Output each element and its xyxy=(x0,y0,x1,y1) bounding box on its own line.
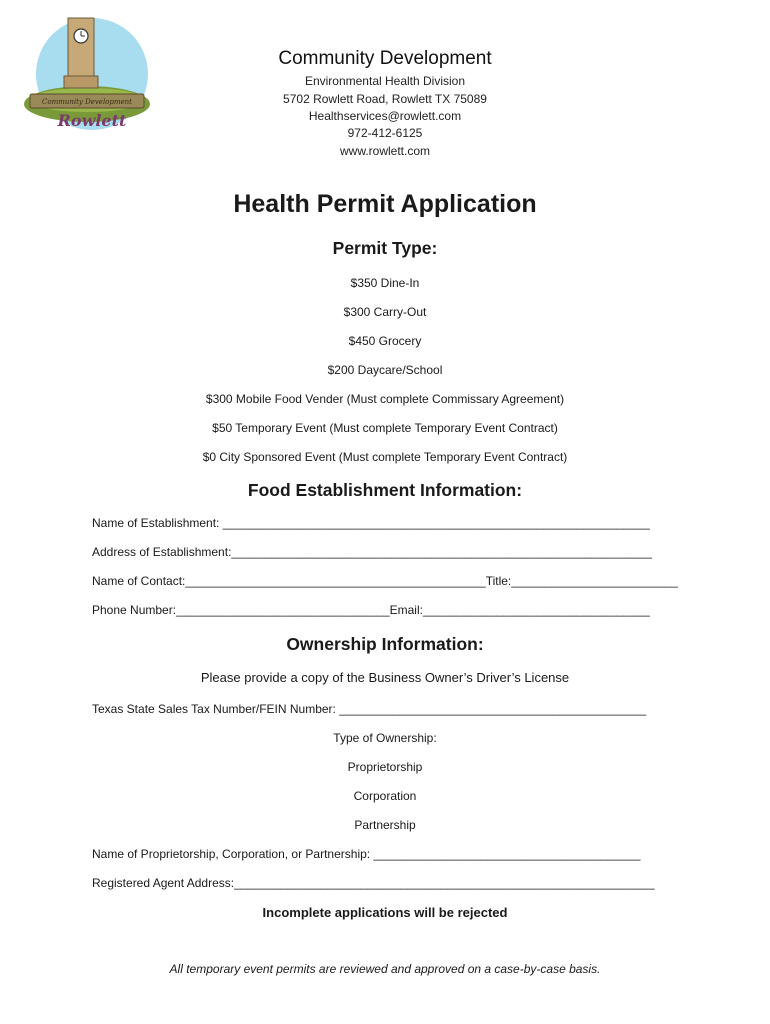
logo-text-bottom: Rowlett xyxy=(57,111,127,130)
phone-email-field: Phone Number:________________________________Email:__________________________________ xyxy=(92,603,650,617)
permit-option: $300 Mobile Food Vender (Must complete Commissary Agreement) xyxy=(205,392,565,406)
ownership-heading: Ownership Information: xyxy=(286,634,484,654)
ownership-type-label: Type of Ownership: xyxy=(333,731,437,745)
establishment-heading: Food Establishment Information: xyxy=(247,480,523,500)
incomplete-warning: Incomplete applications will be rejected xyxy=(262,905,508,920)
ownership-type-option: Proprietorship xyxy=(347,760,423,774)
form-title: Health Permit Application xyxy=(233,190,537,218)
tax-number-field: Texas State Sales Tax Number/FEIN Number: ______________________________________________ xyxy=(92,702,647,716)
header-address: 5702 Rowlett Road, Rowlett TX 75089 xyxy=(283,92,487,106)
ownership-name-field: Name of Proprietorship, Corporation, or Partnership: ________________________________________ xyxy=(92,847,641,861)
permit-option: $200 Daycare/School xyxy=(327,363,443,377)
permit-option: $300 Carry-Out xyxy=(343,305,427,319)
ownership-type-option: Corporation xyxy=(353,789,417,803)
header-email: Healthservices@rowlett.com xyxy=(308,109,462,123)
ownership-type-option: Partnership xyxy=(354,818,416,832)
permit-option: $350 Dine-In xyxy=(350,276,420,290)
permit-option: $50 Temporary Event (Must complete Temporary Event Contract) xyxy=(212,421,558,435)
header-division: Environmental Health Division xyxy=(304,74,466,88)
registered-agent-field: Registered Agent Address:_______________________________________________________________ xyxy=(92,876,655,890)
header-website: www.rowlett.com xyxy=(339,144,431,158)
header-phone: 972-412-6125 xyxy=(347,126,423,140)
permit-option: $450 Grocery xyxy=(348,334,422,348)
establishment-name-field: Name of Establishment: ________________________________________________________________ xyxy=(92,516,650,530)
logo-text-top: Community Development xyxy=(42,98,132,106)
footer-note: All temporary event permits are reviewed and approved on a case-by-case basis. xyxy=(169,962,601,976)
establishment-address-field: Address of Establishment:_______________________________________________________________ xyxy=(92,545,652,559)
license-note: Please provide a copy of the Business Owner’s Driver’s License xyxy=(200,670,570,685)
contact-name-title-field: Name of Contact:_____________________________________________Title:_________________________ xyxy=(92,574,678,588)
header-title: Community Development xyxy=(278,48,492,69)
permit-option: $0 City Sponsored Event (Must complete Temporary Event Contract) xyxy=(202,450,568,464)
permit-type-heading: Permit Type: xyxy=(332,238,438,258)
